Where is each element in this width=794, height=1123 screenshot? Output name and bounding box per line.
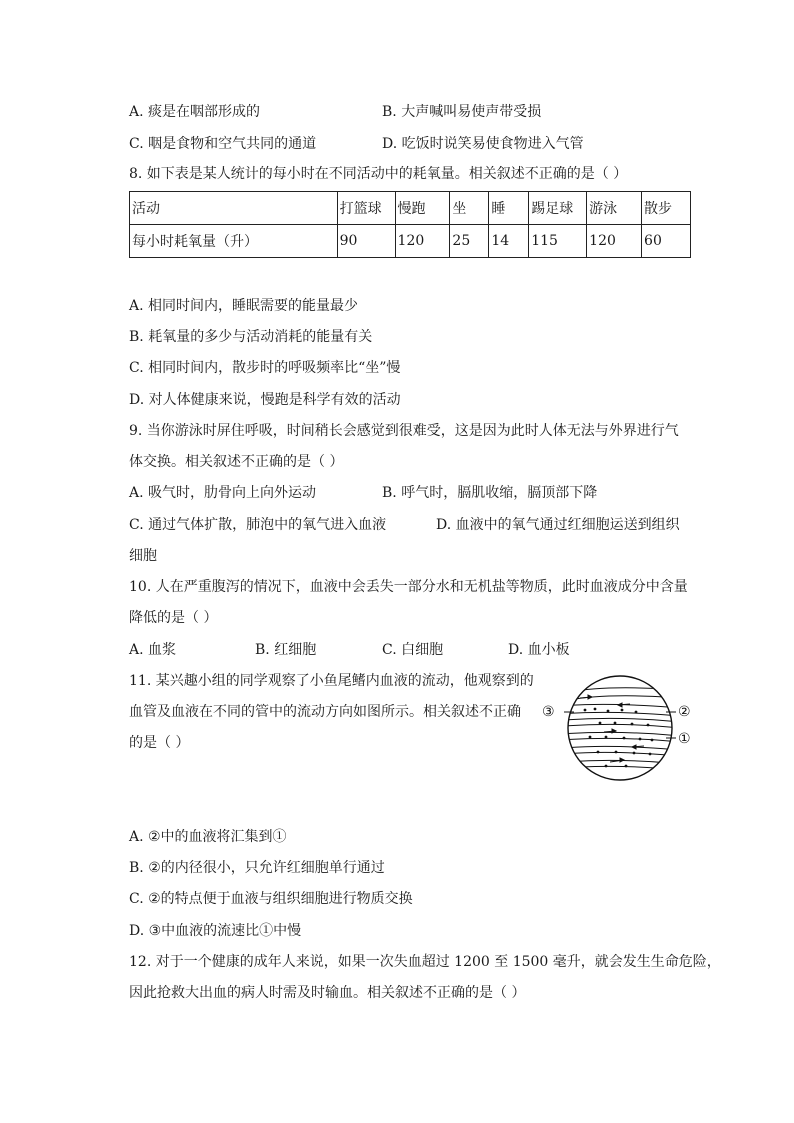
q9-option-c: C. 通过气体扩散，肺泡中的氧气进入血液 [129, 517, 387, 533]
table-cell: 踢足球 [529, 192, 587, 225]
q8-option-a: A. 相同时间内，睡眠需要的能量最少 [129, 298, 359, 314]
table-cell: 坐 [450, 192, 489, 225]
fish-tail-blood-flow-figure [540, 672, 700, 784]
q7-option-d: D. 吃饭时说笑易使食物进入气管 [382, 136, 584, 152]
table-cell: 120 [395, 225, 450, 258]
table-cell: 120 [587, 225, 642, 258]
table-cell: 游泳 [587, 192, 642, 225]
q12-stem-line-1: 12. 对于一个健康的成年人来说，如果一次失血超过 1200 至 1500 毫升，就会发生生命危险， [129, 954, 721, 970]
table-cell: 慢跑 [395, 192, 450, 225]
figure-label-2: ② [678, 704, 691, 720]
q8-stem: 8. 如下表是某人统计的每小时在不同活动中的耗氧量。相关叙述不正确的是（ ） [129, 166, 628, 182]
q7-option-b: B. 大声喊叫易使声带受损 [382, 104, 542, 120]
q10-option-b: B. 红细胞 [255, 642, 317, 658]
q12-stem-line-2: 因此抢救大出血的病人时需及时输血。相关叙述不正确的是（ ） [129, 985, 526, 1001]
figure-label-1: ① [678, 731, 691, 747]
figure-label-3: ③ [542, 704, 555, 720]
table-cell: 14 [489, 225, 529, 258]
oxygen-consumption-table [129, 191, 691, 258]
q10-option-a: A. 血浆 [129, 642, 177, 658]
table-cell: 90 [337, 225, 395, 258]
table-cell: 60 [642, 225, 691, 258]
table-cell: 每小时耗氧量（升） [130, 225, 338, 258]
table-cell: 25 [450, 225, 489, 258]
table-cell: 散步 [642, 192, 691, 225]
q11-stem-line-2: 血管及血液在不同的管中的流动方向如图所示。相关叙述不正确 [129, 704, 521, 720]
q9-option-a: A. 吸气时，肋骨向上向外运动 [129, 485, 317, 501]
q11-stem-line-1: 11. 某兴趣小组的同学观察了小鱼尾鳍内血液的流动，他观察到的 [129, 673, 534, 689]
q7-option-a: A. 痰是在咽部形成的 [129, 104, 261, 120]
table-row [130, 225, 691, 258]
q8-option-c: C. 相同时间内，散步时的呼吸频率比“坐”慢 [129, 360, 401, 376]
table-cell: 115 [529, 225, 587, 258]
table-cell: 睡 [489, 192, 529, 225]
q11-option-d: D. ③中血液的流速比①中慢 [129, 923, 302, 939]
table-cell: 活动 [130, 192, 338, 225]
q8-option-d: D. 对人体健康来说，慢跑是科学有效的活动 [129, 392, 401, 408]
q9-option-d-continued: 细胞 [129, 548, 157, 564]
table-cell: 打篮球 [337, 192, 395, 225]
q7-option-c: C. 咽是食物和空气共同的通道 [129, 136, 317, 152]
q9-option-b: B. 呼气时，膈肌收缩，膈顶部下降 [382, 485, 598, 501]
q11-stem-line-3: 的是（ ） [129, 735, 190, 751]
q8-option-b: B. 耗氧量的多少与活动消耗的能量有关 [129, 329, 373, 345]
q10-stem-line-1: 10. 人在严重腹泻的情况下，血液中会丢失一部分水和无机盐等物质，此时血液成分中含量 [129, 579, 688, 595]
q9-option-d: D. 血液中的氧气通过红细胞运送到组织 [436, 517, 680, 533]
q11-option-a: A. ②中的血液将汇集到① [129, 829, 287, 845]
q9-stem-line-1: 9. 当你游泳时屏住呼吸，时间稍长会感觉到很难受，这是因为此时人体无法与外界进行气 [129, 423, 679, 439]
q9-stem-line-2: 体交换。相关叙述不正确的是（ ） [129, 454, 344, 470]
q10-stem-line-2: 降低的是（ ） [129, 610, 218, 626]
q10-option-d: D. 血小板 [508, 642, 570, 658]
table-header-row [130, 192, 691, 225]
q11-option-c: C. ②的特点便于血液与组织细胞进行物质交换 [129, 891, 413, 907]
q10-option-c: C. 白细胞 [382, 642, 444, 658]
q11-option-b: B. ②的内径很小，只允许红细胞单行通过 [129, 860, 385, 876]
